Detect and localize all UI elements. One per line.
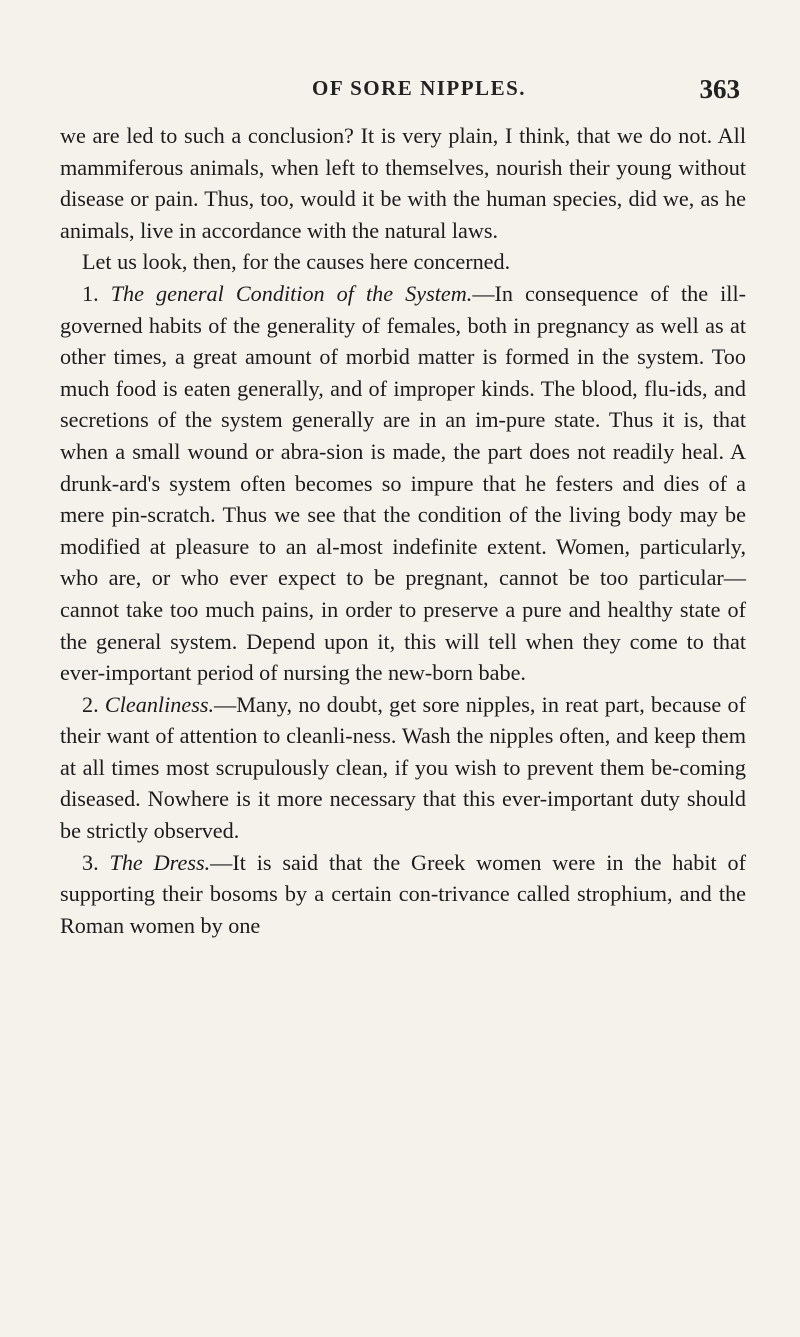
paragraph-causes — [60, 246, 746, 278]
paragraph-text: we are led to such a conclusion? It is very plain, I think, that we do not. All mammiferous animals, when left to themselves, nourish their young without disease or pain. Thus, too, would it be with the human species, did we, as he animals, live in accordance with the natural laws. — [60, 123, 746, 243]
section-heading: The general Condition of the System. — [110, 280, 473, 306]
section-text: —In consequence of the ill-governed habits of the generality of females, both in pregnancy as well as at other times, a great amount of morbid matter is formed in the system. Too much food is eaten generally, and of improper kinds. The blood, flu-ids, and secretions of the system generally are in an im-pure state. Thus it is, that when a small wound or abra-sion is made, the part does not readily heal. A drunk-ard's system often becomes so impure that he festers and dies of a mere pin-scratch. Thus we see that the condition of the living body may be modified at pleasure to an al-most indefinite extent. Women, particularly, who are, or who ever expect to be pregnant, cannot be too particular—cannot take too much pains, in order to preserve a pure and healthy state of the general system. Depend upon it, this will tell when they come to that ever-important period of nursing the new-born babe. — [60, 280, 747, 686]
page-header — [0, 76, 800, 110]
section-heading: The Dress. — [109, 849, 211, 875]
section-text: —Many, no doubt, get sore nipples, in reat part, because of their want of attention to cleanli-ness. Wash the nipples often, and keep them at all times most scrupulously clean, if you wish to prevent them be-coming diseased. Nowhere is it more necessary that this ever-important duty should be strictly observed. — [60, 691, 746, 844]
section-general-condition — [60, 278, 746, 689]
section-heading: Cleanliness. — [104, 691, 215, 717]
section-number: 2. — [82, 691, 99, 717]
section-text: —It is said that the Greek women were in the habit of supporting their bosoms by a certain con-trivance called strophium, and the Roman women by one — [60, 849, 747, 938]
running-head: OF SORE NIPPLES. — [312, 76, 527, 100]
paragraph-intro — [60, 120, 746, 246]
body-text — [60, 120, 746, 941]
section-number: 1. — [82, 280, 99, 306]
section-dress — [60, 847, 746, 942]
section-cleanliness — [60, 689, 746, 847]
paragraph-text: Let us look, then, for the causes here concerned. — [82, 249, 511, 275]
page-number: 363 — [699, 74, 740, 104]
section-number: 3. — [82, 849, 99, 875]
